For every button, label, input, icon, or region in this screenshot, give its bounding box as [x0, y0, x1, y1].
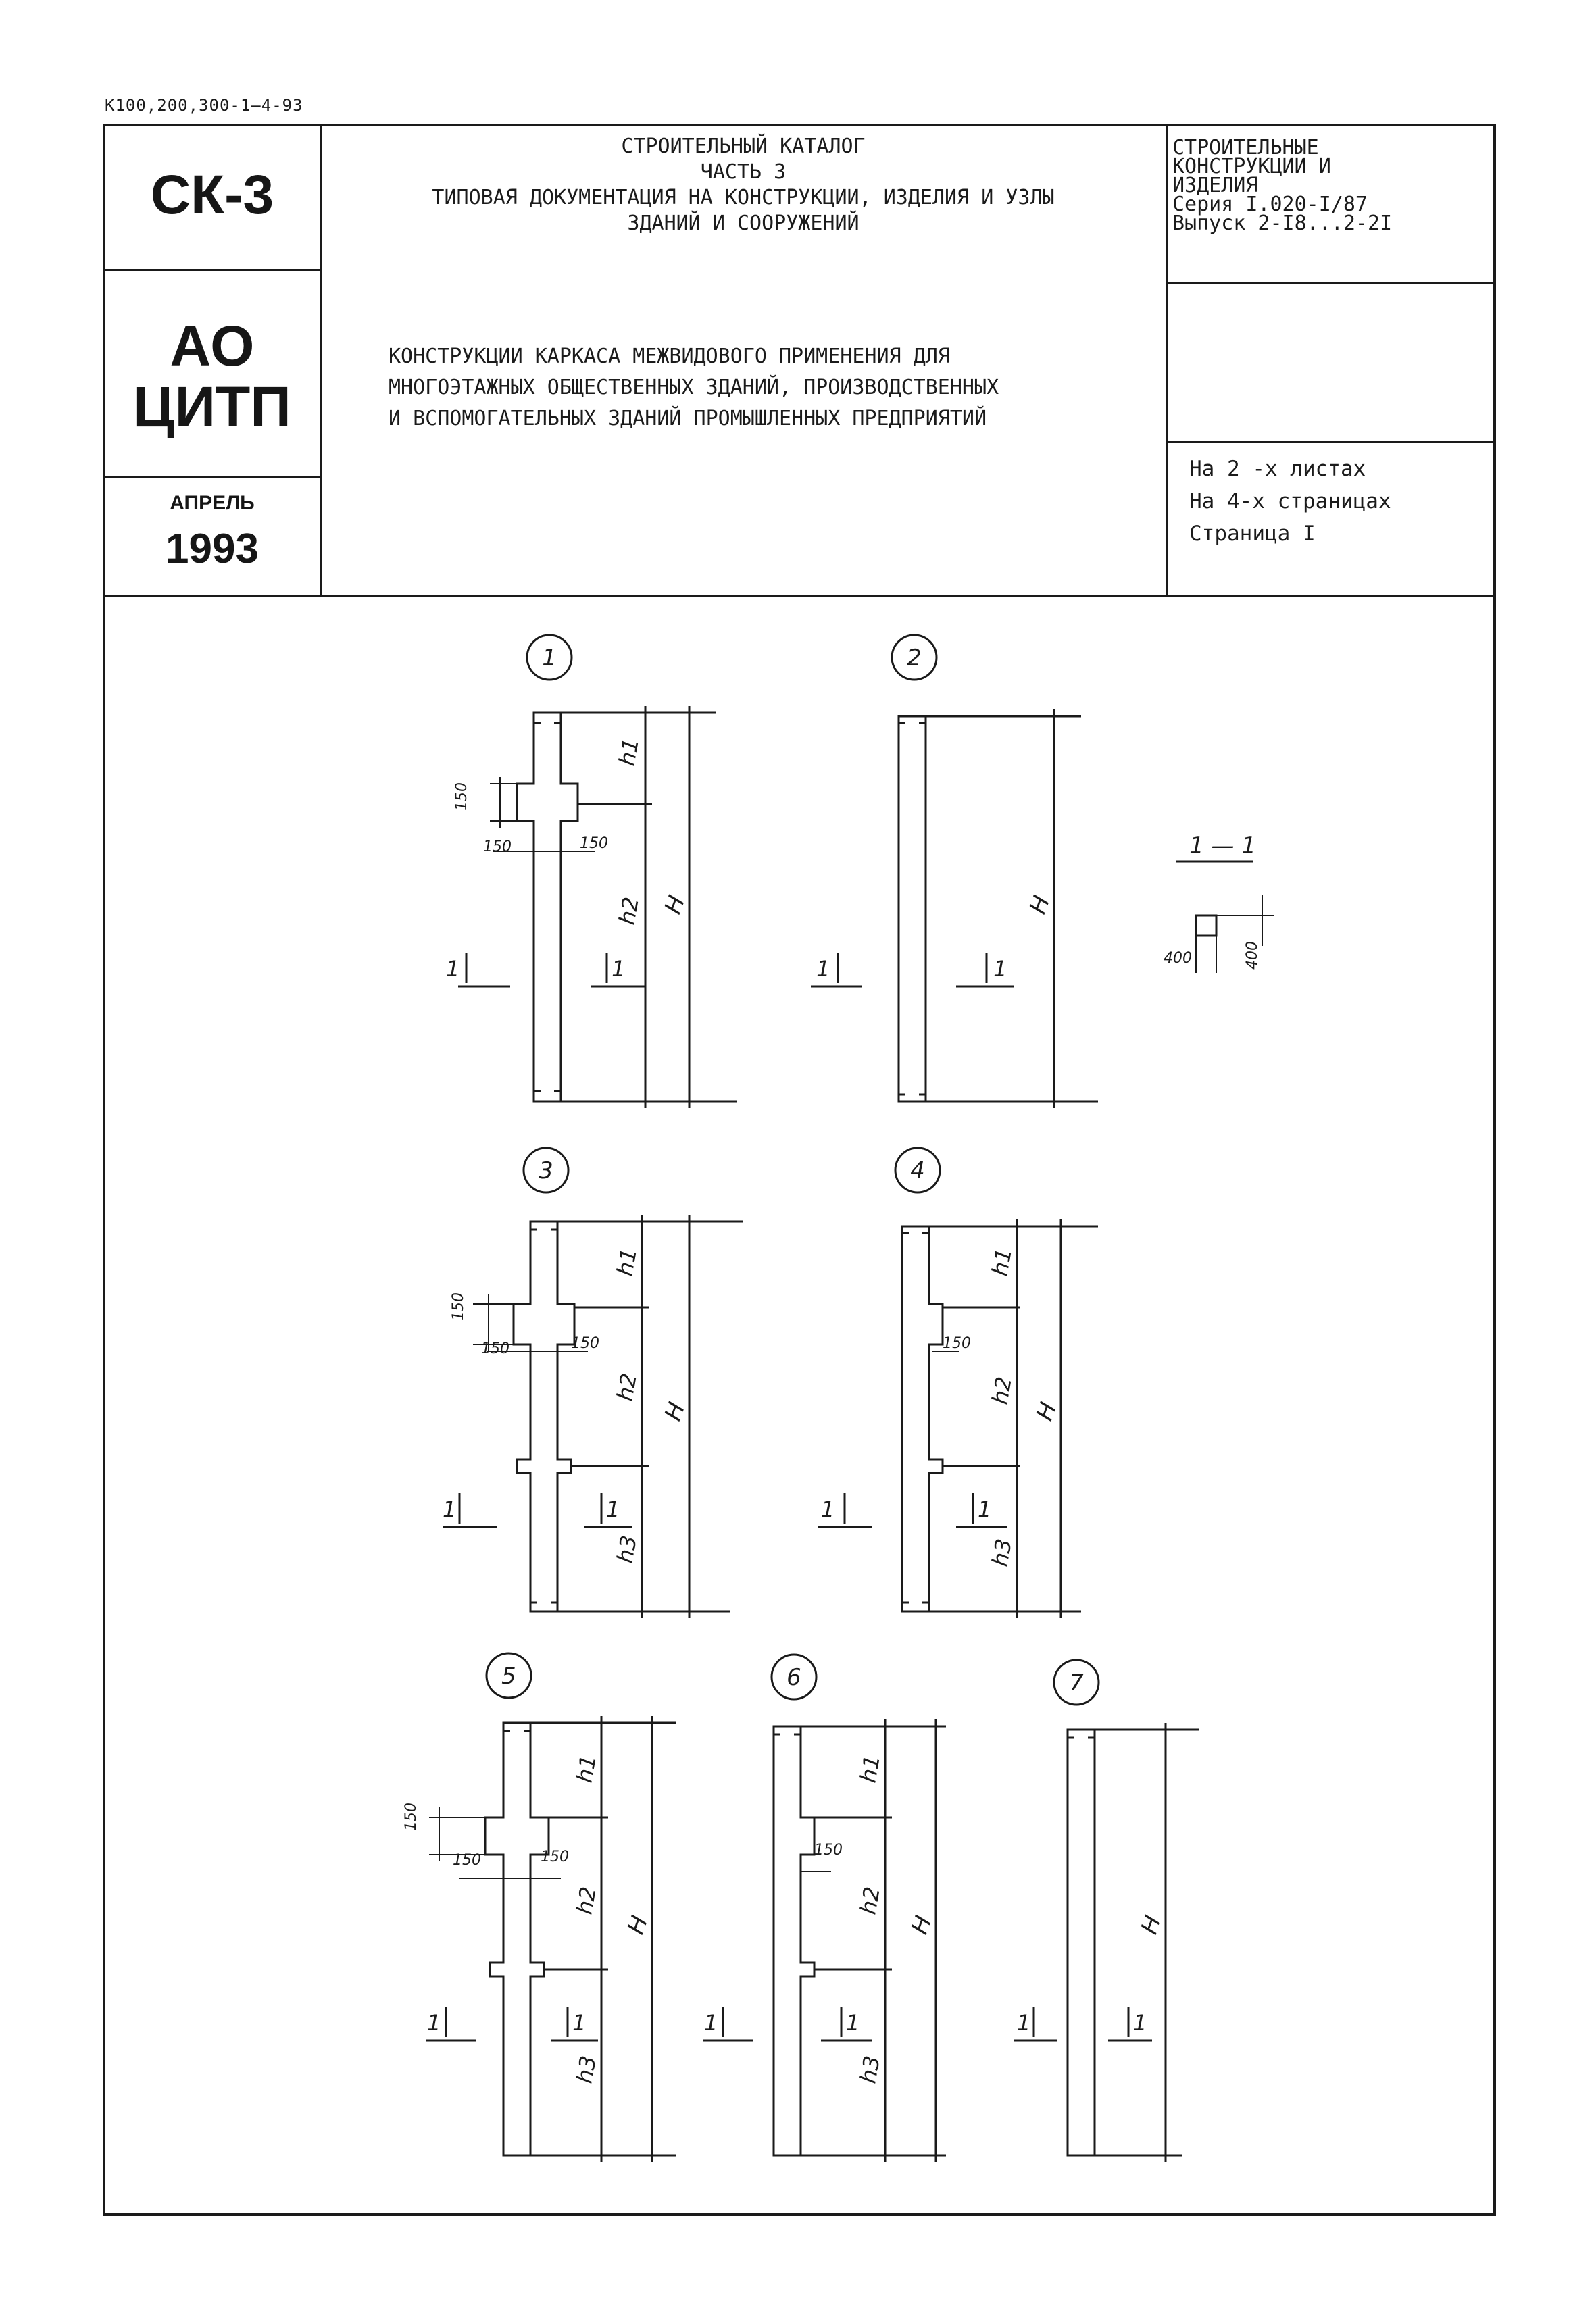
drawing-5-H: H — [622, 1912, 654, 1938]
year-label: 1993 — [166, 526, 259, 572]
drawing-6 — [703, 1655, 946, 2162]
series-line2: КОНСТРУКЦИИ И — [1172, 155, 1331, 178]
drawing-4-h3: h3 — [987, 1536, 1017, 1569]
drawing-5-cut-right: 1 — [572, 2010, 587, 2036]
drawing-3-dim150-vert: 150 — [450, 1292, 467, 1321]
drawing-2 — [811, 635, 1098, 1108]
catalog-line1: СТРОИТЕЛЬНЫЙ КАТАЛОГ — [621, 134, 866, 158]
series-line3: ИЗДЕЛИЯ — [1172, 174, 1258, 197]
description-line2: МНОГОЭТАЖНЫХ ОБЩЕСТВЕННЫХ ЗДАНИЙ, ПРОИЗВОДСТВЕННЫХ — [389, 376, 999, 399]
column-6-outline — [774, 1726, 814, 2155]
drawing-5-h1: h1 — [571, 1753, 601, 1785]
month-label: АПРЕЛЬ — [170, 492, 255, 514]
drawing-5 — [403, 1653, 676, 2162]
series-line5: Выпуск 2-I8...2-2I — [1172, 211, 1393, 235]
drawing-6-h1: h1 — [855, 1753, 885, 1785]
drawing-6-number: 6 — [787, 1664, 801, 1691]
column-4-outline — [902, 1226, 943, 1611]
drawing-3-h2: h2 — [612, 1371, 642, 1403]
drawing-3-h3: h3 — [612, 1533, 642, 1565]
drawing-3-H: H — [659, 1399, 691, 1425]
drawing-6-h2: h2 — [855, 1884, 885, 1917]
drawing-6-H: H — [905, 1912, 938, 1938]
drawing-6-h3: h3 — [855, 2053, 885, 2086]
column-5-outline — [485, 1723, 549, 2155]
drawing-6-cut-left: 1 — [704, 2010, 718, 2036]
ck-label: СК-3 — [150, 164, 274, 226]
drawing-4-H: H — [1030, 1399, 1063, 1425]
drawing-5-dim150-vert: 150 — [403, 1803, 420, 1831]
catalog-line2: ЧАСТЬ 3 — [700, 160, 787, 184]
column-3-notches — [530, 1230, 557, 1603]
drawing-2-cut-left: 1 — [816, 956, 830, 982]
org-line1: АО — [170, 314, 255, 378]
column-2-outline — [899, 716, 926, 1101]
drawing-1-cut-left: 1 — [446, 956, 460, 982]
page-number: Страница I — [1189, 522, 1316, 546]
column-1-bottom-notch — [534, 1091, 561, 1101]
drawing-5-number: 5 — [501, 1663, 516, 1690]
series-line1: СТРОИТЕЛЬНЫЕ — [1172, 136, 1319, 159]
drawing-1-dim150-left: 150 — [483, 838, 512, 855]
section-dim-height: 400 — [1244, 941, 1261, 970]
drawing-1 — [446, 635, 737, 1108]
section-square — [1196, 915, 1216, 936]
description-line3: И ВСПОМОГАТЕЛЬНЫХ ЗДАНИЙ ПРОМЫШЛЕННЫХ ПРЕДПРИЯТИЙ — [389, 407, 987, 430]
drawing-5-dim150-left: 150 — [453, 1852, 481, 1869]
drawing-2-cut-right: 1 — [993, 956, 1007, 982]
drawing-4-h2: h2 — [987, 1374, 1017, 1407]
drawing-4 — [818, 1148, 1098, 1618]
drawing-7-number: 7 — [1069, 1669, 1084, 1696]
drawing-1-cut-right: 1 — [612, 956, 626, 982]
drawing-4-cut-right: 1 — [978, 1496, 992, 1522]
catalog-line3: ТИПОВАЯ ДОКУМЕНТАЦИЯ НА КОНСТРУКЦИИ, ИЗДЕЛИЯ И УЗЛЫ — [432, 186, 1055, 209]
drawing-7-cut-right: 1 — [1133, 2010, 1147, 2036]
drawing-5-h2: h2 — [571, 1884, 601, 1917]
column-1-outline — [517, 713, 578, 1101]
drawing-4-h1: h1 — [987, 1246, 1017, 1278]
sheets-count: На 2 -х листах — [1189, 457, 1366, 481]
column-2-notches — [899, 723, 926, 1095]
drawing-1-H: H — [659, 892, 691, 918]
drawing-4-cut-left: 1 — [821, 1496, 835, 1522]
drawing-3-cut-right: 1 — [606, 1496, 620, 1522]
section-1-1 — [1164, 832, 1274, 973]
drawing-7-cut-left: 1 — [1017, 2010, 1031, 2036]
section-title: 1 — 1 — [1189, 832, 1256, 859]
drawing-1-h1: h1 — [614, 736, 644, 768]
drawing-3-dim150-right: 150 — [571, 1335, 599, 1352]
drawing-6-cut-right: 1 — [846, 2010, 860, 2036]
drawing-4-dim150: 150 — [943, 1335, 971, 1352]
drawing-1-number: 1 — [542, 645, 557, 672]
drawing-4-number: 4 — [910, 1157, 925, 1184]
column-1-top-notch — [534, 713, 561, 723]
drawing-3-number: 3 — [539, 1157, 553, 1184]
section-dim-width: 400 — [1164, 950, 1192, 967]
column-3-outline — [514, 1222, 574, 1611]
drawing-7 — [1014, 1660, 1199, 2162]
drawing-3 — [443, 1148, 743, 1618]
description-line1: КОНСТРУКЦИИ КАРКАСА МЕЖВИДОВОГО ПРИМЕНЕНИЯ ДЛЯ — [389, 345, 950, 368]
drawing-5-h3: h3 — [571, 2053, 601, 2086]
drawing-7-H: H — [1135, 1912, 1168, 1938]
pages-count: На 4-х страницах — [1189, 489, 1391, 513]
catalog-line4: ЗДАНИЙ И СООРУЖЕНИЙ — [627, 211, 859, 235]
document-code: К100,200,300-1—4-93 — [105, 96, 303, 115]
drawing-2-H: H — [1024, 892, 1056, 918]
column-7-outline — [1068, 1730, 1095, 2155]
drawing-6-dim150: 150 — [814, 1842, 843, 1859]
series-line4: Серия I.020-I/87 — [1172, 193, 1368, 216]
org-line2: ЦИТП — [133, 375, 291, 438]
drawing-3-h1: h1 — [612, 1246, 642, 1278]
drawing-3-cut-left: 1 — [443, 1496, 457, 1522]
drawing-3-dim150-left: 150 — [481, 1340, 509, 1357]
drawing-1-dim150-vert: 150 — [453, 782, 470, 811]
drawing-2-number: 2 — [907, 645, 922, 672]
drawing-5-cut-left: 1 — [427, 2010, 441, 2036]
drawing-1-h2: h2 — [614, 895, 644, 927]
drawing-1-dim150-right: 150 — [580, 835, 608, 852]
drawing-5-dim150-right: 150 — [541, 1848, 569, 1865]
column-4-notches — [902, 1233, 929, 1603]
